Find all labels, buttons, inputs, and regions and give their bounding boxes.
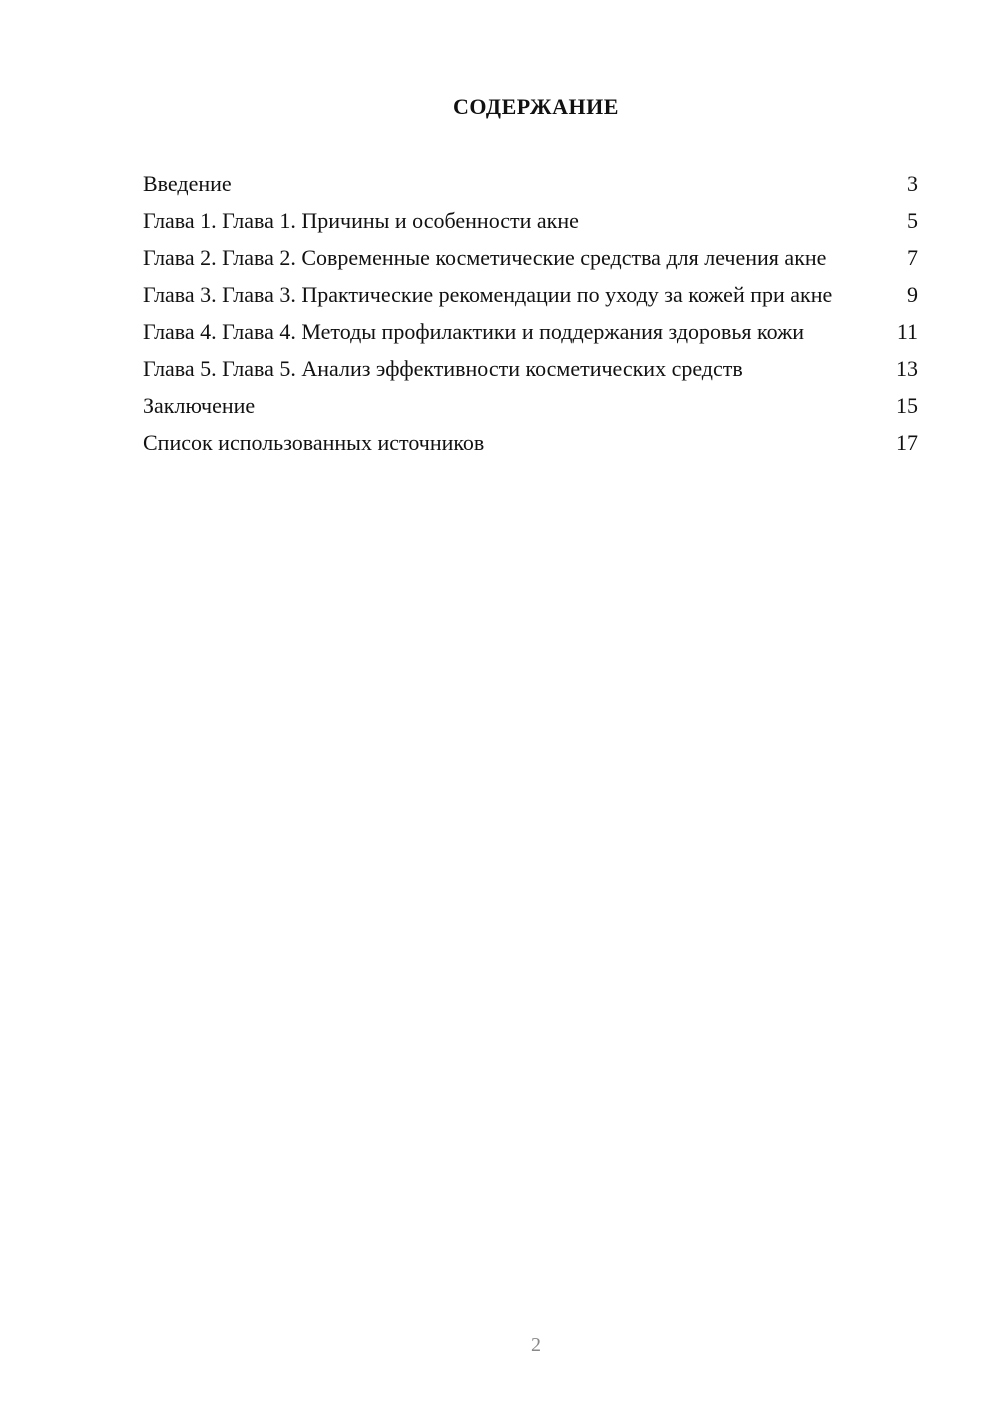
toc-entry-title: Глава 3. Глава 3. Практические рекомендации по уходу за кожей при акне <box>143 282 833 307</box>
toc-entry-page: 9 <box>907 282 918 307</box>
toc-entry-title: Заключение <box>143 393 256 418</box>
toc-entry-page: 5 <box>907 208 918 233</box>
toc-entry-title: Глава 1. Глава 1. Причины и особенности акне <box>143 208 579 233</box>
toc-entry-page: 7 <box>907 245 918 270</box>
toc-entry-title: Глава 4. Глава 4. Методы профилактики и поддержания здоровья кожи <box>143 319 805 344</box>
toc-entry-introduction[interactable] <box>143 171 918 197</box>
toc-entry-chapter-3[interactable] <box>143 282 918 308</box>
toc-entry-page: 17 <box>896 430 918 455</box>
toc-entry-references[interactable] <box>143 430 918 456</box>
table-of-contents <box>143 171 918 467</box>
toc-entry-conclusion[interactable] <box>143 393 918 419</box>
toc-entry-title: Список использованных источников <box>143 430 485 455</box>
toc-entry-chapter-1[interactable] <box>143 208 918 234</box>
page-number: 2 <box>531 1334 541 1356</box>
toc-entry-page: 11 <box>896 319 918 344</box>
toc-entry-page: 3 <box>907 171 918 196</box>
toc-entry-title: Введение <box>143 171 232 196</box>
toc-entry-title: Глава 5. Глава 5. Анализ эффективности косметических средств <box>143 356 743 381</box>
toc-entry-page: 13 <box>896 356 918 381</box>
toc-entry-chapter-5[interactable] <box>143 356 918 382</box>
toc-entry-chapter-4[interactable] <box>143 319 918 345</box>
toc-entry-page: 15 <box>896 393 918 418</box>
toc-entry-chapter-2[interactable] <box>143 245 918 271</box>
toc-entry-title: Глава 2. Глава 2. Современные косметические средства для лечения акне <box>143 245 827 270</box>
page-title: СОДЕРЖАНИЕ <box>453 94 619 119</box>
